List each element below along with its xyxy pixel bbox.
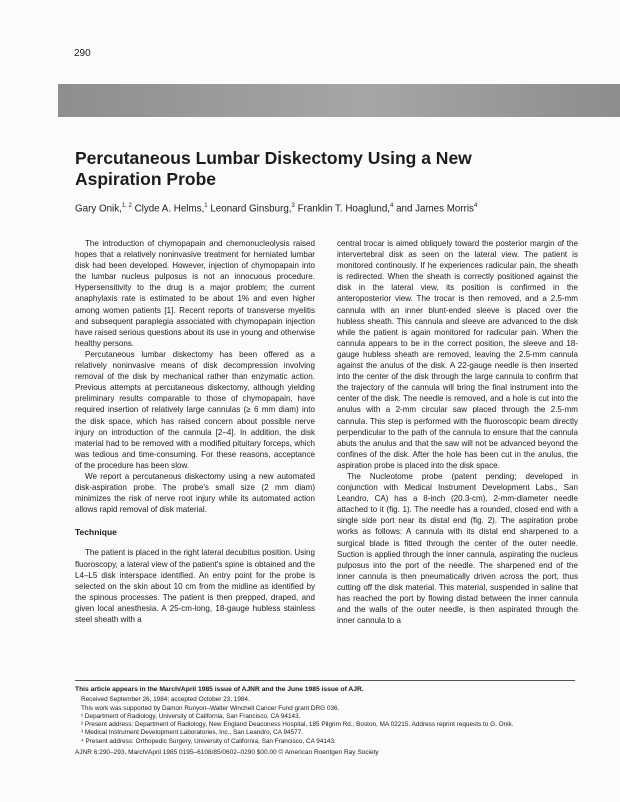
- article-title: Percutaneous Lumbar Diskectomy Using a New Aspiration Probe: [75, 148, 472, 189]
- author-name: Gary Onik,: [75, 203, 122, 215]
- left-column: [75, 238, 315, 625]
- footnote-line: ¹ Department of Radiology, University of California, San Francisco, CA 94143.: [81, 712, 301, 720]
- body-paragraph: Percutaneous lumbar diskectomy has been offered as a relatively noninvasive means of disk decompression involving removal of the disk by mechanical rather than enzymatic action. Previous attempts at percutaneous diskectomy, although yielding preliminary results comparable to those of chymopapain, have required insertion of relatively large cannulas (≥ 6 mm diam) into the disk space, which has raised concern about possible nerve injury on introduction of the cannula [2–4]. In addition, the disk material had to be removed with a modified pituitary forceps, which was tedious and time-consuming. For these reasons, acceptance of the procedure has been slow.: [75, 349, 315, 470]
- body-paragraph: The patient is placed in the right lateral decubitus position. Using fluoroscopy, a lateral view of the patient's spine is obtained and the L4–L5 disk interspace identified. An entry point for the probe is selected on the skin about 10 cm from the midline as identified by the spinous processes. The patient is then prepped, draped, and given local anesthesia. A 25-cm-long, 18-gauge hubless stainless steel sheath with a: [75, 548, 315, 624]
- page-number: 290: [74, 48, 91, 59]
- footnote-line: Received September 26, 1984; accepted October 23, 1984.: [81, 696, 250, 704]
- body-paragraph: central trocar is aimed obliquely toward the posterior margin of the intervertebral disk as seen on the lateral view. The patient is monitored continously. If he experiences radicular pain, the sheath is redirected. When the sheath is correctly positioned against the disk in the lateral view, its position is confirmed in the anteroposterior view. The trocar is then removed, and a 2.5-mm cannula with an inner blunt-ended sleeve is placed over the hubless sheath. This cannula and sleeve are advanced to the disk while the patient is again monitored for radicular pain. When the cannula appears to be in the correct position, the sleeve and 18-gauge hubless sheath are removed, leaving the 2.5-mm cannula against the anulus of the disk. A 22-gauge needle is then inserted into the center of the disk through the large cannula to confirm that the trajectory of the cannula will bring the final instrument into the center of the disk. The needle is removed, and a hole is cut into the anulus with a 2-mm circular saw placed through the 2.5-mm cannula. This step is performed with the fluoroscopic beam directly perpendicular to the path of the cannula to ensure that the cannula abuts the anulus and that the saw will not be advanced beyond the confines of the disk. After the hole has been cut in the anulus, the aspiration probe is placed into the disk space.: [337, 239, 578, 470]
- author-affiliation: 4: [390, 203, 394, 209]
- header-band: [58, 84, 620, 117]
- body-paragraph: The introduction of chymopapain and chemonucleolysis raised hopes that a relatively noninvasive treatment for herniated lumbar disk had been developed. However, injection of chymopapain into the lumbar nucleus pulposus is not an innocuous procedure. Hypersensitivity to the drug is a major problem; the current anaphylaxis rate is estimated to be about 1% and even higher among women patients [1]. Recent reports of transverse myelitis and subsequent paraplegia associated with chymopapain injection have raised serious questions about its use in young and otherwise healthy persons.: [75, 239, 315, 348]
- footnote-line: ⁴ Present address: Orthopedic Surgery, University of California, San Francisco, CA 94143.: [81, 737, 336, 745]
- author-name: Clyde A. Helms,: [134, 203, 205, 215]
- footnotes: [75, 680, 575, 757]
- author-list: [75, 203, 477, 214]
- body-paragraph: We report a percutaneous diskectomy using a new automated disk-aspiration probe. The probe's small size (2 mm diam) minimizes the risk of nerve root injury while its automated action allows rapid removal of disk material.: [75, 471, 315, 515]
- body-paragraph: The Nucleotome probe (patent pending; developed in conjunction with Medical Instrument Development Labs., San Leandro, CA) has a 8-inch (20.3-cm), 2-mm-diameter needle attached to it (fig. 1). The needle has a rounded, closed end with a single side port near its distal end (fig. 2). The aspiration probe works as follows: A cannula with its distal end sharpened to a surgical blade is fitted through the center of the outer needle. Suction is applied through the inner cannula, aspirating the nucleus pulposus into the port of the needle. The sharpened end of the inner cannula is then pneumatically driven across the port, thus cutting off the disk material. This material, suspended in saline that has reached the port by flowing distad between the inner cannula and the walls of the outer needle, is then aspirated through the inner cannula to a: [337, 471, 578, 626]
- author-affiliation: 4: [473, 203, 478, 209]
- author-name: and James Morris: [396, 203, 474, 215]
- author-affiliation: 3: [291, 203, 295, 209]
- issue-notice: This article appears in the March/April 1985 issue of AJNR and the June 1985 issue of AJR.: [75, 686, 364, 693]
- footnote-line: ² Present address: Department of Radiology, New England Deaconess Hospital, 185 Pilgrim Rd., Boston, MA 02215. Address reprint requests to G. Onik.: [81, 721, 514, 729]
- journal-citation: AJNR 6:290–293, March/April 1985 0195–6108/85/0602–0290 $00.00 © American Roentgen Ray Society: [75, 749, 379, 757]
- section-heading-technique: Technique: [75, 527, 117, 538]
- footnote-line: ³ Medical Instrument Development Laboratories, Inc., San Leandro, CA 94577.: [81, 729, 304, 737]
- footnote-line: This work was supported by Damon Runyon–Walter Winchell Cancer Fund grant DRG 036.: [81, 704, 340, 712]
- author-name: Leonard Ginsburg,: [210, 203, 292, 215]
- author-name: Franklin T. Hoaglund,: [297, 203, 390, 215]
- author-affiliation: 1: [204, 203, 208, 209]
- author-affiliation: 1, 2: [121, 203, 132, 209]
- right-column: [337, 238, 578, 626]
